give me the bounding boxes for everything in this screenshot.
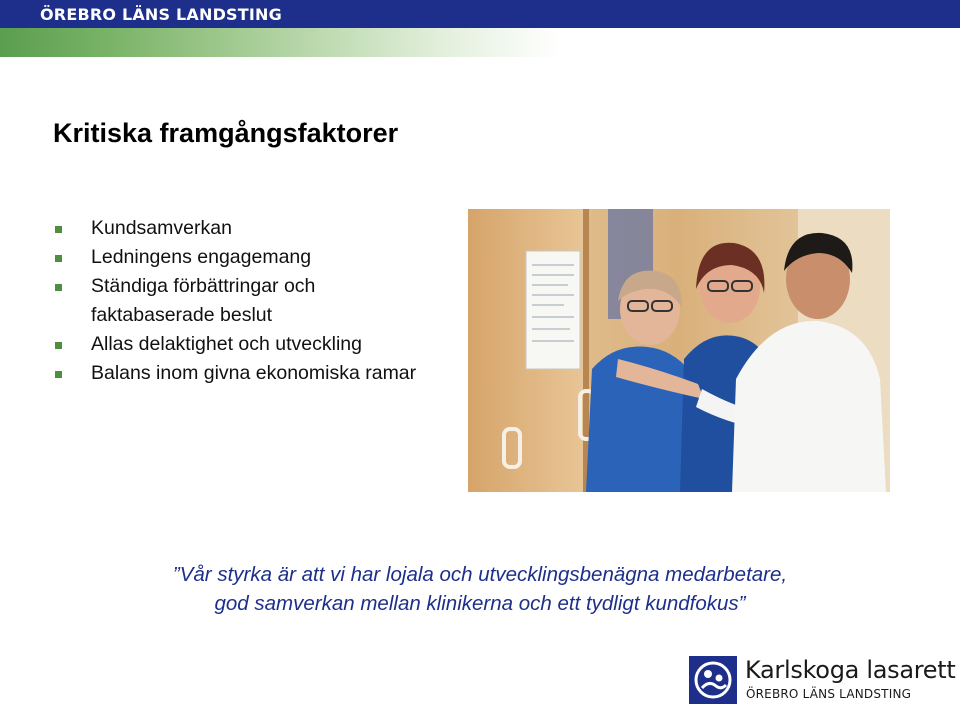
staff-photo [468, 209, 890, 492]
list-item: Ständiga förbättringar och faktabaserade beslut [53, 272, 443, 330]
square-bullet-icon [55, 342, 62, 349]
logo-name: Karlskoga lasarett [745, 656, 956, 684]
list-item: Ledningens engagemang [53, 243, 443, 272]
list-item: Allas delaktighet och utveckling [53, 330, 443, 359]
logo-subtitle: ÖREBRO LÄNS LANDSTING [746, 687, 912, 701]
list-item: Balans inom givna ekonomiska ramar [53, 359, 443, 388]
square-bullet-icon [55, 371, 62, 378]
square-bullet-icon [55, 226, 62, 233]
header-accent-bar [0, 28, 960, 57]
square-bullet-icon [55, 284, 62, 291]
quote [70, 560, 890, 618]
hospital-logo-icon [689, 656, 737, 704]
header-brand: ÖREBRO LÄNS LANDSTING [40, 5, 282, 24]
hospital-logo [689, 656, 956, 704]
square-bullet-icon [55, 255, 62, 262]
bullet-list [53, 214, 443, 388]
header-bar [0, 0, 960, 28]
list-item: Kundsamverkan [53, 214, 443, 243]
quote-line: god samverkan mellan klinikerna och ett tydligt kundfokus” [214, 592, 746, 615]
quote-line: ”Vår styrka är att vi har lojala och utvecklingsbenägna medarbetare, [172, 563, 788, 586]
slide-title: Kritiska framgångsfaktorer [53, 118, 399, 148]
